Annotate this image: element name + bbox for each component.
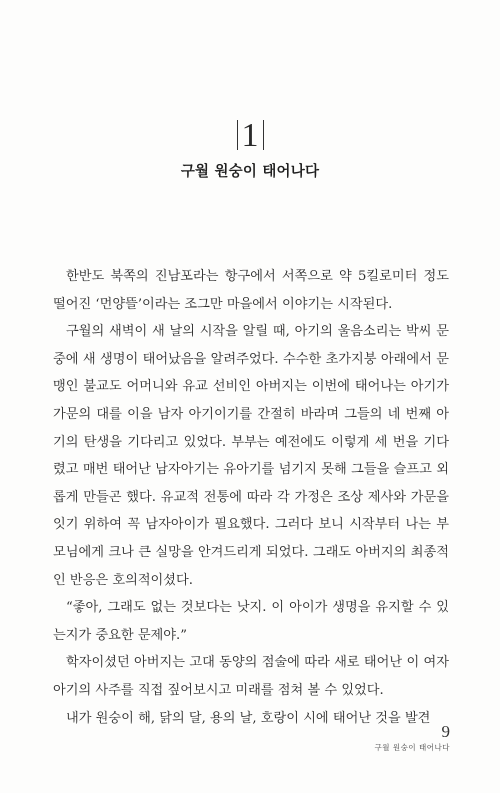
running-head: 구월 원숭이 태어나다 (374, 743, 450, 752)
paragraph: 구월의 새벽이 새 날의 시작을 알릴 때, 아기의 울음소리는 박씨 문중에 새 생명이 태어났음을 알려주었다. 수수한 초가지붕 아래에서 문맹인 불교도 어머니와 유교 선비인 아버지는 이번에 태어나는 아기가 가문의 대를 이을 남자 아기이기를 간절히 바라며 그들의 네 번째 아기의 탄생을 기다리고 있었다. 부부는 예전에도 이렇게 세 번을 기다렸고 매번 태어난 남자아기는 유아기를 넘기지 못해 그들을 슬프고 외롭게 만들곤 했다. 유교적 전통에 따라 각 가정은 조상 제사와 가문을 잇기 위하여 꼭 남자아이가 필요했다. 그러다 보니 시작부터 나는 부모님에게 크나 큰 실망을 안겨드리게 되었다. 그래도 아버지의 최종적인 반응은 호의적이셨다. (53, 324, 449, 588)
paragraph: 한반도 북쪽의 진남포라는 항구에서 서쪽으로 약 5킬로미터 정도 떨어진 ‘먼양뜰’이라는 조그만 마을에서 이야기는 시작된다. (53, 269, 449, 312)
page-number: 9 (441, 722, 450, 741)
chapter-number (0, 118, 500, 154)
paragraph: 학자이셨던 아버지는 고대 동양의 점술에 따라 새로 태어난 이 여자아기의 사주를 직접 짚어보시고 미래를 점쳐 볼 수 있었다. (53, 655, 449, 698)
right-rule (263, 120, 264, 150)
body-text (53, 263, 449, 732)
chapter-number-text: 1 (241, 117, 259, 154)
left-rule (237, 120, 238, 150)
paragraph: 내가 원숭이 해, 닭의 달, 용의 날, 호랑이 시에 태어난 것을 발견 (66, 710, 431, 726)
chapter-title: 구월 원숭이 태어나다 (180, 164, 320, 180)
paragraph: “좋아, 그래도 없는 것보다는 낫지. 이 아이가 생명을 유지할 수 있는지가 중요한 문제야.” (53, 600, 449, 643)
